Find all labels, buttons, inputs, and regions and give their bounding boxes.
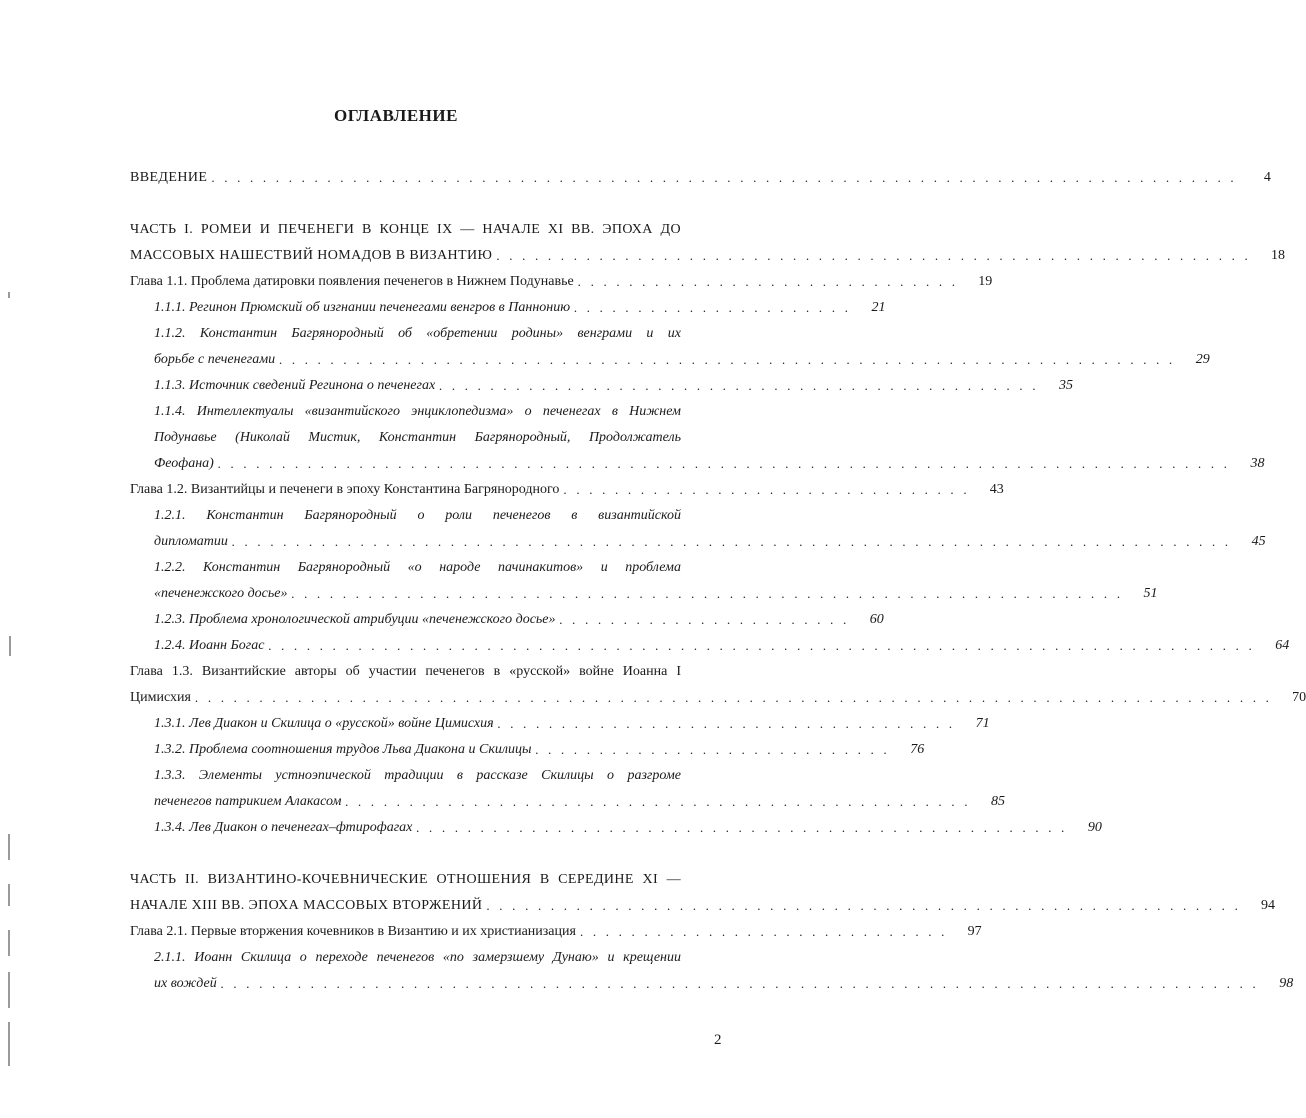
toc-page-number: 51 bbox=[1143, 586, 1158, 601]
toc-entry-text: дипломатии bbox=[154, 534, 228, 549]
toc-entry-text: 1.1.1. Регинон Прюмский об изгнании печенегами венгров в Паннонию bbox=[154, 300, 571, 315]
scan-artifact bbox=[9, 636, 11, 656]
toc-page-number: 60 bbox=[869, 612, 884, 627]
toc-entry-text: Глава 1.3. Византийские авторы об участии печенегов в «русской» войне Иоанна I bbox=[130, 664, 681, 679]
toc-page-number: 94 bbox=[1261, 898, 1276, 913]
toc-page-number: 98 bbox=[1279, 976, 1294, 991]
toc-entry-ch21[interactable] bbox=[130, 920, 982, 940]
toc-entry-s112[interactable] bbox=[154, 322, 681, 342]
toc-entry-text: 1.2.2. Константин Багрянородный «о народе пачинакитов» и проблема bbox=[154, 560, 681, 575]
scan-artifact bbox=[8, 292, 10, 298]
toc-entry-text: 1.3.2. Проблема соотношения трудов Льва Диакона и Скилицы bbox=[154, 742, 532, 757]
toc-page-number: 76 bbox=[910, 742, 925, 757]
toc-entry-text: Глава 2.1. Первые вторжения кочевников в Византию и их христианизация bbox=[130, 924, 576, 939]
toc-entry-text: Глава 1.1. Проблема датировки появления печенегов в Нижнем Подунавье bbox=[130, 274, 574, 289]
toc-entry-s114-cont2[interactable] bbox=[154, 452, 1265, 472]
toc-entry-text: МАССОВЫХ НАШЕСТВИЙ НОМАДОВ В ВИЗАНТИЮ bbox=[130, 248, 493, 263]
leader-dots: . . . . . . . . . . . . . . . . . . . . . . . bbox=[559, 612, 850, 627]
scan-artifact bbox=[8, 972, 10, 1008]
toc-entry-ch13[interactable] bbox=[130, 660, 681, 680]
toc-entry-text: Подунавье (Николай Мистик, Константин Багрянородный, Продолжатель bbox=[154, 430, 681, 445]
toc-page-number: 4 bbox=[1263, 170, 1271, 185]
leader-dots: . . . . . . . . . . . . . . . . . . . . . . bbox=[574, 300, 852, 315]
leader-dots: . . . . . . . . . . . . . . . . . . . . . . . . . . . . . bbox=[579, 924, 948, 939]
toc-entry-text: борьбе с печенегами bbox=[154, 352, 276, 367]
toc-entry-s121[interactable] bbox=[154, 504, 681, 524]
page-title: ОГЛАВЛЕНИЕ bbox=[334, 106, 458, 125]
toc-page-number: 64 bbox=[1275, 638, 1290, 653]
leader-dots: . . . . . . . . . . . . . . . . . . . . . . . . . . . . bbox=[535, 742, 891, 757]
toc-entry-s133[interactable] bbox=[154, 764, 681, 784]
toc-entry-text: Цимисхия bbox=[130, 690, 191, 705]
toc-entry-s111[interactable] bbox=[154, 296, 886, 316]
toc-entry-text: ЧАСТЬ I. РОМЕИ И ПЕЧЕНЕГИ В КОНЦЕ IX — НАЧАЛЕ XI ВВ. ЭПОХА ДО bbox=[130, 222, 681, 237]
toc-entry-text: ВВЕДЕНИЕ bbox=[130, 170, 208, 185]
leader-dots: . . . . . . . . . . . . . . . . . . . . . . . . . . . . . . . . . . . . . . . . . . . . . . . . . . . bbox=[416, 820, 1068, 835]
leader-dots: . . . . . . . . . . . . . . . . . . . . . . . . . . . . . . . . bbox=[563, 482, 970, 497]
toc-page-number: 90 bbox=[1087, 820, 1102, 835]
toc-entry-part1[interactable] bbox=[130, 218, 681, 238]
toc-entry-s114-cont1[interactable] bbox=[154, 426, 681, 446]
toc-entry-s133-cont[interactable] bbox=[154, 790, 1006, 810]
toc-entry-s211[interactable] bbox=[154, 946, 681, 966]
toc-page-number: 29 bbox=[1195, 352, 1210, 367]
scan-artifact bbox=[8, 834, 10, 860]
toc-entry-text: НАЧАЛЕ XIII ВВ. ЭПОХА МАССОВЫХ ВТОРЖЕНИЙ bbox=[130, 898, 483, 913]
leader-dots: . . . . . . . . . . . . . . . . . . . . . . . . . . . . . . . . . . . . bbox=[497, 716, 956, 731]
toc-entry-text: «печенежского досье» bbox=[154, 586, 288, 601]
toc-entry-part1-cont[interactable] bbox=[130, 244, 1285, 264]
toc-entry-part2[interactable] bbox=[130, 868, 681, 888]
scan-artifact bbox=[8, 930, 10, 956]
scan-artifact bbox=[8, 1022, 10, 1066]
toc-entry-s123[interactable] bbox=[154, 608, 884, 628]
toc-page-number: 85 bbox=[991, 794, 1006, 809]
leader-dots: . . . . . . . . . . . . . . . . . . . . . . . . . . . . . . bbox=[577, 274, 959, 289]
leader-dots: . . . . . . . . . . . . . . . . . . . . . . . . . . . . . . . . . . . . . . . . . . . . . . . . . . . . . . . . . . . . . . . . . . . . . . . . . . . . . . . . . bbox=[220, 976, 1260, 991]
toc-entry-s131[interactable] bbox=[154, 712, 990, 732]
leader-dots: . . . . . . . . . . . . . . . . . . . . . . . . . . . . . . . . . . . . . . . . . . . . . . . . . . . . . . . . . . . bbox=[486, 898, 1242, 913]
toc-page-number: 19 bbox=[978, 274, 993, 289]
toc-entry-text: Феофана) bbox=[154, 456, 214, 471]
toc-entry-s113[interactable] bbox=[154, 374, 1074, 394]
toc-entry-s211-cont[interactable] bbox=[154, 972, 1294, 992]
toc-page-number: 97 bbox=[967, 924, 982, 939]
toc-entry-text: 1.3.1. Лев Диакон и Скилица о «русской» войне Цимисхия bbox=[154, 716, 494, 731]
toc-entry-text: 1.1.3. Источник сведений Регинона о печенегах bbox=[154, 378, 436, 393]
toc-entry-text: 1.2.4. Иоанн Богас bbox=[154, 638, 265, 653]
leader-dots: . . . . . . . . . . . . . . . . . . . . . . . . . . . . . . . . . . . . . . . . . . . . . . . . . . . . . . . . . . . . . . . . . . . . . . bbox=[279, 352, 1176, 367]
page-number: 2 bbox=[714, 1032, 722, 1048]
toc-page-number: 70 bbox=[1292, 690, 1306, 705]
leader-dots: . . . . . . . . . . . . . . . . . . . . . . . . . . . . . . . . . . . . . . . . . . . . . . . bbox=[439, 378, 1040, 393]
toc-entry-text: 1.3.4. Лев Диакон о печенегах–фтирофагах bbox=[154, 820, 413, 835]
toc-entry-s114[interactable] bbox=[154, 400, 681, 420]
toc-page-number: 35 bbox=[1059, 378, 1074, 393]
toc-entry-text: их вождей bbox=[154, 976, 217, 991]
toc-entry-intro[interactable] bbox=[130, 166, 1271, 186]
toc-entry-part2-cont[interactable] bbox=[130, 894, 1276, 914]
leader-dots: . . . . . . . . . . . . . . . . . . . . . . . . . . . . . . . . . . . . . . . . . . . . . . . . . . . . . . . . . . . . . . . . . . . . . . . . . . . . . . bbox=[231, 534, 1232, 549]
scan-artifact bbox=[8, 884, 10, 906]
leader-dots: . . . . . . . . . . . . . . . . . . . . . . . . . . . . . . . . . . . . . . . . . . . . . . . . . . . . . . . . . . . . . . . . . bbox=[291, 586, 1124, 601]
toc-entry-ch12[interactable] bbox=[130, 478, 1004, 498]
toc-entry-s124[interactable] bbox=[154, 634, 1290, 654]
leader-dots: . . . . . . . . . . . . . . . . . . . . . . . . . . . . . . . . . . . . . . . . . . . . . . . . . . . . . . . . . . . . . . . . . . . . . . . . . . . . . . . . bbox=[211, 170, 1237, 185]
toc-entry-text: 1.3.3. Элементы устноэпической традиции в рассказе Скилицы о разгроме bbox=[154, 768, 681, 783]
leader-dots: . . . . . . . . . . . . . . . . . . . . . . . . . . . . . . . . . . . . . . . . . . . . . . . . . . . . . . . . . . . . . . . . . . . . . . . . . . . . . . . . . . . . bbox=[194, 690, 1273, 705]
toc-entry-s112-cont[interactable] bbox=[154, 348, 1210, 368]
toc-entry-text: 1.2.3. Проблема хронологической атрибуции «печенежского досье» bbox=[154, 612, 556, 627]
toc-entry-text: печенегов патрикием Алакасом bbox=[154, 794, 342, 809]
toc-entry-text: 1.1.2. Константин Багрянородный об «обретении родины» венграми и их bbox=[154, 326, 681, 341]
toc-entry-ch11[interactable] bbox=[130, 270, 993, 290]
toc-entry-s122-cont[interactable] bbox=[154, 582, 1158, 602]
toc-entry-text: ЧАСТЬ II. ВИЗАНТИНО-КОЧЕВНИЧЕСКИЕ ОТНОШЕНИЯ В СЕРЕДИНЕ XI — bbox=[130, 872, 681, 887]
toc-entry-text: Глава 1.2. Византийцы и печенеги в эпоху Константина Багрянородного bbox=[130, 482, 560, 497]
toc-page-number: 43 bbox=[989, 482, 1004, 497]
toc-entry-s122[interactable] bbox=[154, 556, 681, 576]
toc-entry-text: 1.2.1. Константин Багрянородный о роли печенегов в византийской bbox=[154, 508, 681, 523]
toc-entry-ch13-cont[interactable] bbox=[130, 686, 1306, 706]
toc-entry-s132[interactable] bbox=[154, 738, 925, 758]
toc-entry-s134[interactable] bbox=[154, 816, 1102, 836]
toc-page-number: 38 bbox=[1250, 456, 1265, 471]
toc-entry-text: 2.1.1. Иоанн Скилица о переходе печенегов «по замерзшему Дунаю» и крещении bbox=[154, 950, 681, 965]
leader-dots: . . . . . . . . . . . . . . . . . . . . . . . . . . . . . . . . . . . . . . . . . . . . . . . . . . . . . . . . . . . . . . . . . . . . . . . . . . . . . . . bbox=[217, 456, 1231, 471]
toc-page-number: 45 bbox=[1251, 534, 1266, 549]
leader-dots: . . . . . . . . . . . . . . . . . . . . . . . . . . . . . . . . . . . . . . . . . . . . . . . . . . . . . . . . . . . . . . . . . . . . . . . . . . . . . bbox=[268, 638, 1256, 653]
toc-page-number: 21 bbox=[871, 300, 886, 315]
toc-entry-s121-cont[interactable] bbox=[154, 530, 1266, 550]
leader-dots: . . . . . . . . . . . . . . . . . . . . . . . . . . . . . . . . . . . . . . . . . . . . . . . . . bbox=[345, 794, 972, 809]
toc-entry-text: 1.1.4. Интеллектуалы «византийского энциклопедизма» о печенегах в Нижнем bbox=[154, 404, 681, 419]
toc-page-number: 18 bbox=[1270, 248, 1285, 263]
toc-page-number: 71 bbox=[975, 716, 990, 731]
leader-dots: . . . . . . . . . . . . . . . . . . . . . . . . . . . . . . . . . . . . . . . . . . . . . . . . . . . . . . . . . . . bbox=[496, 248, 1251, 263]
